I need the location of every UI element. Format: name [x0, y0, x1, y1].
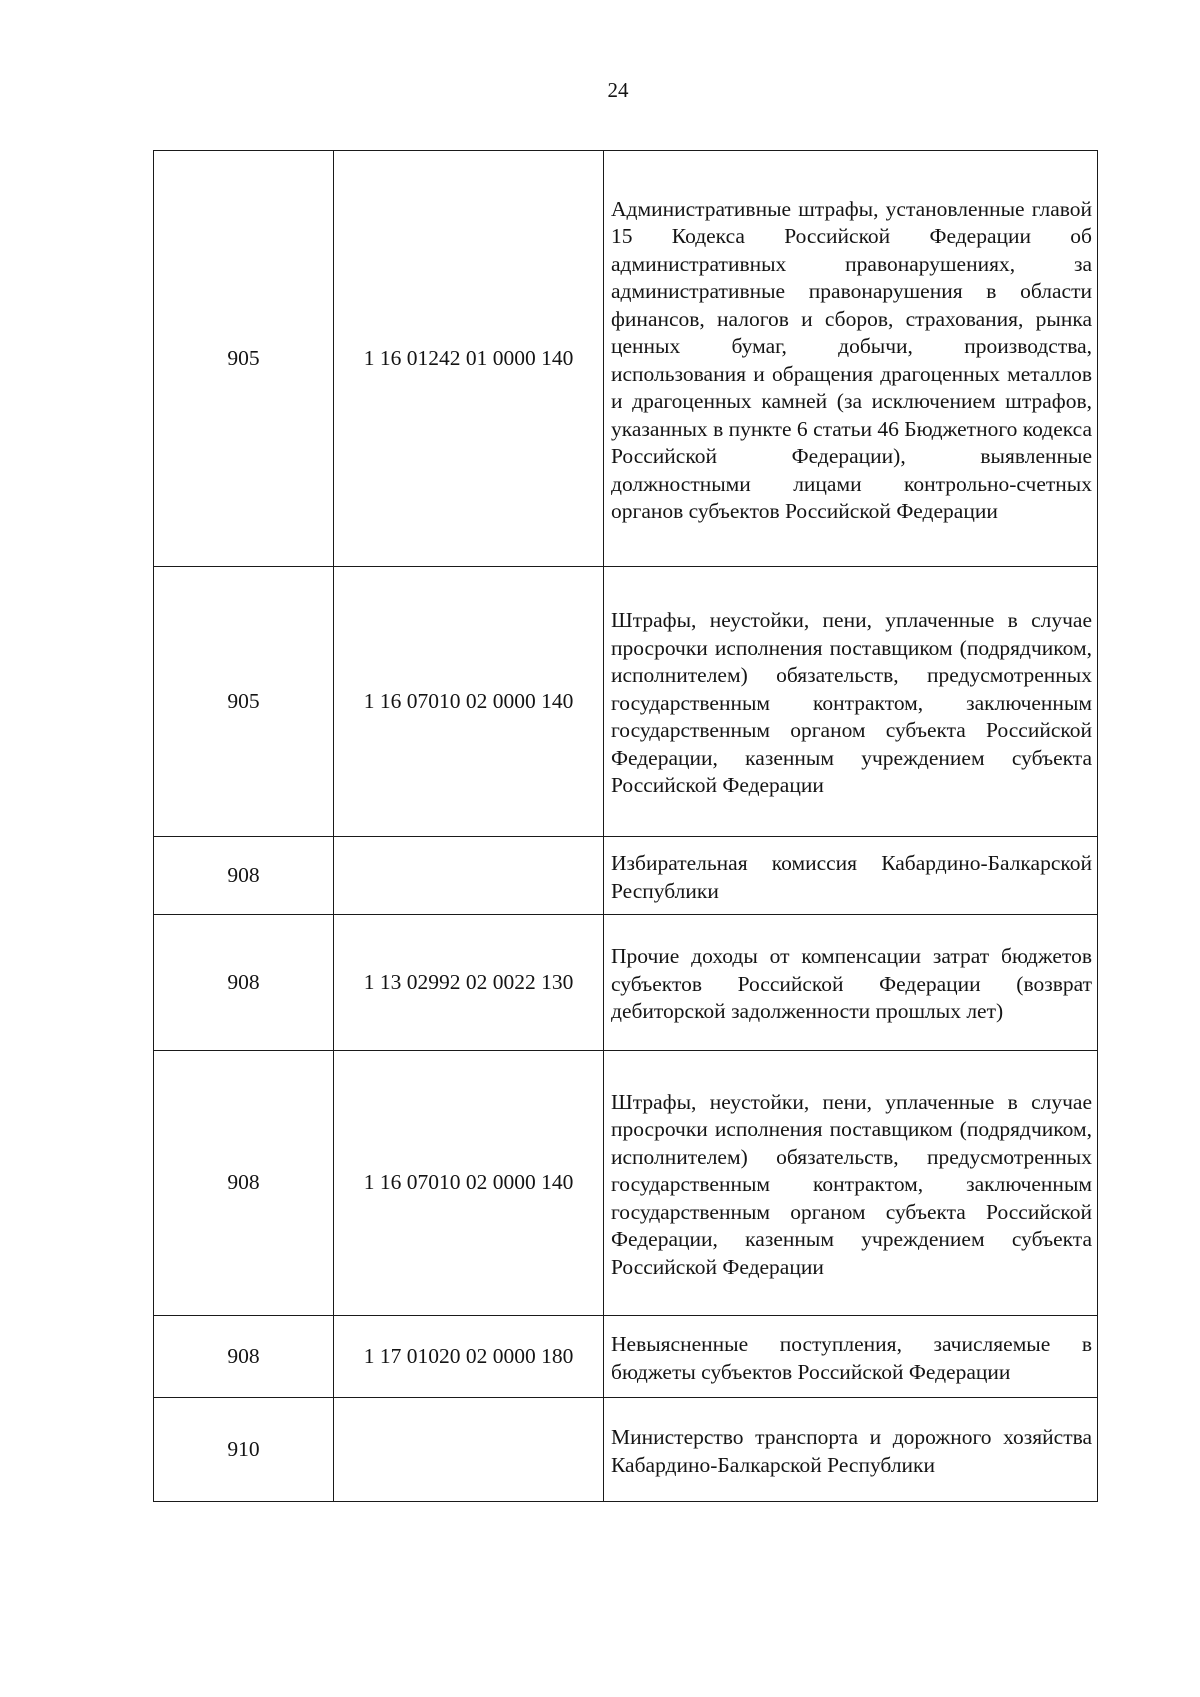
admin-code-cell: 905: [154, 567, 334, 837]
description-cell: Прочие доходы от компенсации затрат бюджетов субъектов Российской Федерации (возврат дебиторской задолженности прошлых лет): [604, 915, 1098, 1051]
kbk-code-cell: 1 16 07010 02 0000 140: [334, 567, 604, 837]
table-row: [154, 1316, 1098, 1398]
table-row: [154, 837, 1098, 915]
page-number: 24: [607, 78, 629, 102]
table-row: [154, 1051, 1098, 1316]
kbk-code-cell: 1 16 01242 01 0000 140: [334, 151, 604, 567]
kbk-code-cell: [334, 837, 604, 915]
table-row: [154, 151, 1098, 567]
admin-code-cell: 908: [154, 837, 334, 915]
table-row: [154, 567, 1098, 837]
description-cell: Штрафы, неустойки, пени, уплаченные в случае просрочки исполнения поставщиком (подрядчиком, исполнителем) обязательств, предусмотренных государственным контрактом, заключенным государственным органом субъекта Российской Федерации, казенным учреждением субъекта Российской Федерации: [604, 1051, 1098, 1316]
table-row: [154, 915, 1098, 1051]
kbk-code-cell: [334, 1398, 604, 1502]
description-cell: Министерство транспорта и дорожного хозяйства Кабардино-Балкарской Республики: [604, 1398, 1098, 1502]
kbk-code-cell: 1 17 01020 02 0000 180: [334, 1316, 604, 1398]
admin-code-cell: 908: [154, 915, 334, 1051]
table-row: [154, 1398, 1098, 1502]
admin-code-cell: 908: [154, 1051, 334, 1316]
admin-code-cell: 905: [154, 151, 334, 567]
description-cell: Штрафы, неустойки, пени, уплаченные в случае просрочки исполнения поставщиком (подрядчиком, исполнителем) обязательств, предусмотренных государственным контрактом, заключенным государственным органом субъекта Российской Федерации, казенным учреждением субъекта Российской Федерации: [604, 567, 1098, 837]
description-cell: Административные штрафы, установленные главой 15 Кодекса Российской Федерации об административных правонарушениях, за административные правонарушения в области финансов, налогов и сборов, страхования, рынка ценных бумаг, добычи, производства, использования и обращения драгоценных металлов и драгоценных камней (за исключением штрафов, указанных в пункте 6 статьи 46 Бюджетного кодекса Российской Федерации), выявленные должностными лицами контрольно-счетных органов субъектов Российской Федерации: [604, 151, 1098, 567]
admin-code-cell: 908: [154, 1316, 334, 1398]
kbk-code-cell: 1 13 02992 02 0022 130: [334, 915, 604, 1051]
description-cell: Невыясненные поступления, зачисляемые в бюджеты субъектов Российской Федерации: [604, 1316, 1098, 1398]
revenue-classification-table: [153, 150, 1098, 1502]
description-cell: Избирательная комиссия Кабардино-Балкарской Республики: [604, 837, 1098, 915]
kbk-code-cell: 1 16 07010 02 0000 140: [334, 1051, 604, 1316]
admin-code-cell: 910: [154, 1398, 334, 1502]
